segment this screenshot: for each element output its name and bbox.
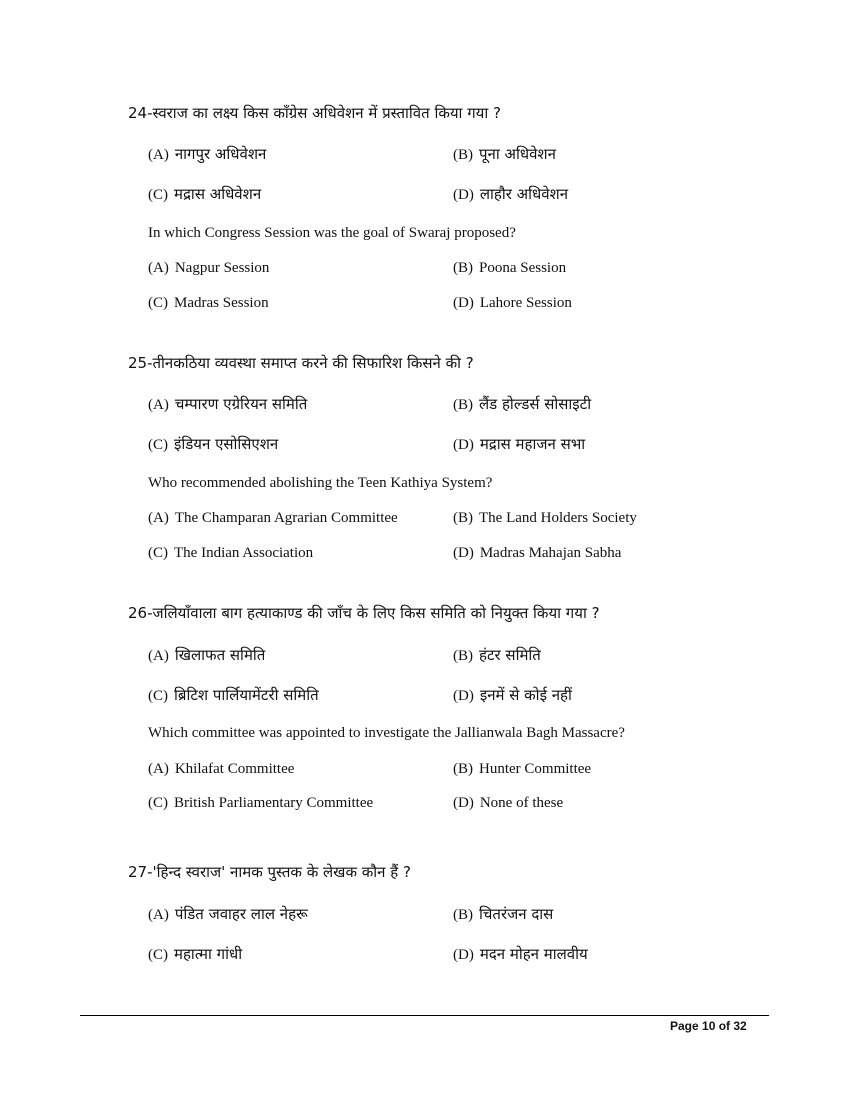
option-text: Madras Mahajan Sabha	[479, 545, 622, 561]
option-text: महात्मा गांधी	[174, 945, 243, 963]
option-text: चितरंजन दास	[479, 905, 554, 923]
option-label: (B)	[453, 648, 473, 664]
q26-hi-option-b	[453, 645, 541, 665]
option-label: (C)	[148, 947, 168, 963]
option-text: ब्रिटिश पार्लियामेंटरी समिति	[174, 686, 319, 704]
q25-hi-option-c	[148, 434, 278, 454]
q24-hi-option-c	[148, 184, 261, 204]
option-text: Madras Session	[174, 295, 269, 311]
q27-hi-option-b	[453, 904, 553, 924]
option-text: The Indian Association	[174, 545, 314, 561]
question-24-hindi: 24-स्वराज का लक्ष्य किस कॉंग्रेस अधिवेशन में प्रस्तावित किया गया ?	[128, 104, 501, 122]
q25-hi-option-b	[453, 394, 591, 414]
page-number: Page 10 of 32	[670, 1019, 747, 1033]
option-label: (A)	[148, 907, 169, 923]
q27-hi-option-c	[148, 944, 242, 964]
option-text: लैंड होल्डर्स सोसाइटी	[479, 395, 592, 413]
option-text: The Land Holders Society	[479, 510, 637, 526]
option-label: (D)	[453, 437, 474, 453]
option-text: पूना अधिवेशन	[479, 145, 556, 163]
q25-en-option-d	[453, 544, 621, 562]
option-text: Hunter Committee	[479, 761, 592, 777]
q24-en-option-d	[453, 294, 572, 312]
option-label: (B)	[453, 761, 473, 777]
option-label: (D)	[453, 688, 474, 704]
question-25-hindi: 25-तीनकठिया व्यवस्था समाप्त करने की सिफारिश किसने की ?	[128, 354, 474, 372]
q26-en-option-d	[453, 794, 563, 812]
option-text: मदन मोहन मालवीय	[479, 945, 588, 963]
option-label: (D)	[453, 187, 474, 203]
q26-hi-option-c	[148, 685, 319, 705]
question-25-english: Who recommended abolishing the Teen Kathiya System?	[148, 475, 493, 491]
option-text: चम्पारण एग्रेरियन समिति	[174, 395, 308, 413]
q25-hi-option-a	[148, 394, 307, 414]
q24-hi-option-a	[148, 144, 266, 164]
option-text: Poona Session	[479, 260, 567, 276]
q24-hi-option-d	[453, 184, 568, 204]
option-text: Khilafat Committee	[174, 761, 295, 777]
option-label: (A)	[148, 510, 169, 526]
question-26-hindi: 26-जलियाँवाला बाग हत्याकाण्ड की जाँच के लिए किस समिति को नियुक्त किया गया ?	[128, 604, 600, 622]
option-text: British Parliamentary Committee	[174, 795, 374, 811]
option-text: Nagpur Session	[174, 260, 270, 276]
q25-hi-option-d	[453, 434, 585, 454]
q26-en-option-a	[148, 760, 294, 778]
q25-en-option-c	[148, 544, 313, 562]
question-26-english: Which committee was appointed to investigate the Jallianwala Bagh Massacre?	[148, 725, 625, 741]
option-label: (C)	[148, 795, 168, 811]
q24-en-option-a	[148, 259, 269, 277]
option-label: (B)	[453, 510, 473, 526]
q26-hi-option-a	[148, 645, 265, 665]
option-label: (A)	[148, 761, 169, 777]
option-label: (B)	[453, 147, 473, 163]
option-label: (C)	[148, 688, 168, 704]
q26-en-option-c	[148, 794, 373, 812]
option-label: (B)	[453, 397, 473, 413]
q27-hi-option-d	[453, 944, 588, 964]
option-text: इनमें से कोई नहीं	[479, 686, 572, 704]
option-label: (D)	[453, 295, 474, 311]
footer-divider	[80, 1015, 769, 1016]
option-label: (A)	[148, 260, 169, 276]
option-label: (A)	[148, 397, 169, 413]
option-label: (B)	[453, 907, 473, 923]
option-text: Lahore Session	[479, 295, 572, 311]
option-text: लाहौर अधिवेशन	[479, 185, 569, 203]
option-text: The Champaran Agrarian Committee	[174, 510, 398, 526]
option-label: (C)	[148, 295, 168, 311]
option-text: None of these	[479, 795, 564, 811]
q26-en-option-b	[453, 760, 591, 778]
option-text: नागपुर अधिवेशन	[174, 145, 267, 163]
q27-hi-option-a	[148, 904, 308, 924]
q25-en-option-b	[453, 509, 637, 527]
option-label: (B)	[453, 260, 473, 276]
q25-en-option-a	[148, 509, 398, 527]
option-label: (A)	[148, 147, 169, 163]
q26-hi-option-d	[453, 685, 572, 705]
option-text: खिलाफत समिति	[174, 646, 266, 664]
q24-hi-option-b	[453, 144, 556, 164]
option-text: मद्रास अधिवेशन	[174, 185, 262, 203]
option-text: इंडियन एसोसिएशन	[174, 435, 279, 453]
option-label: (D)	[453, 947, 474, 963]
option-label: (A)	[148, 648, 169, 664]
option-text: हंटर समिति	[479, 646, 541, 664]
option-label: (C)	[148, 545, 168, 561]
q24-en-option-c	[148, 294, 269, 312]
question-27-hindi: 27-'हिन्द स्वराज' नामक पुस्तक के लेखक कौन हैं ?	[128, 863, 411, 881]
option-text: पंडित जवाहर लाल नेहरू	[174, 905, 308, 923]
option-label: (C)	[148, 187, 168, 203]
option-text: मद्रास महाजन सभा	[479, 435, 586, 453]
question-24-english: In which Congress Session was the goal of Swaraj proposed?	[148, 225, 516, 241]
option-label: (C)	[148, 437, 168, 453]
option-label: (D)	[453, 545, 474, 561]
option-label: (D)	[453, 795, 474, 811]
q24-en-option-b	[453, 259, 566, 277]
